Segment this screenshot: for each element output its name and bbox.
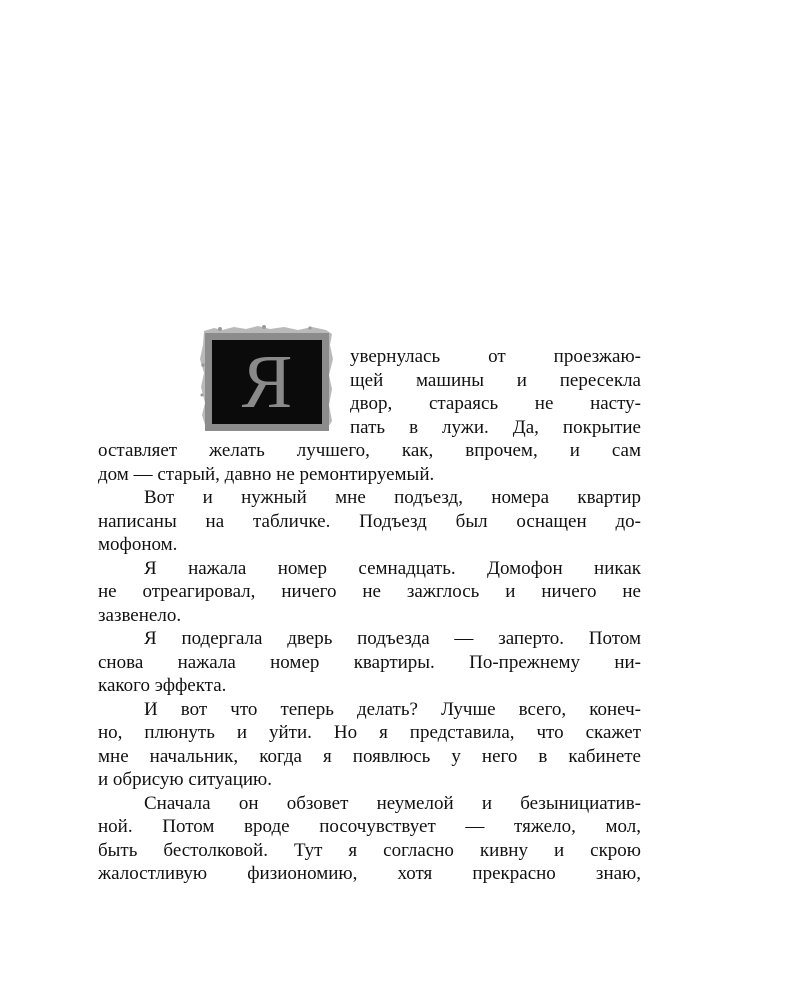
- text-line: написаны на табличке. Подъезд был оснащен до-: [98, 510, 641, 532]
- text-line: зазвенело.: [98, 604, 182, 626]
- text-line: мне начальник, когда я появлюсь у него в кабинете: [98, 745, 641, 767]
- text-line: быть бестолковой. Тут я согласно кивну и скрою: [98, 839, 641, 861]
- text-line: и обрисую ситуацию.: [98, 769, 272, 790]
- text-line: пать в лужи. Да, покрытие: [350, 416, 641, 438]
- text-line: И вот что теперь делать? Лучше всего, конеч-: [144, 698, 641, 720]
- text-line: увернулась от проезжаю-: [350, 346, 641, 367]
- body-text: [98, 345, 641, 886]
- text-line: мофоном.: [98, 534, 178, 555]
- text-line: оставляет желать лучшего, как, впрочем, и сам: [98, 440, 641, 461]
- text-line: снова нажала номер квартиры. По-прежнему ни-: [98, 651, 641, 673]
- text-line: не отреагировал, ничего не зажглось и ничего не: [98, 581, 641, 602]
- text-line: жалостливую физиономию, хотя прекрасно знаю,: [98, 863, 641, 884]
- text-line: двор, стараясь не насту-: [350, 393, 641, 414]
- text-line: Вот и нужный мне подъезд, номера квартир: [144, 487, 641, 508]
- text-line: Сначала он обзовет неумелой и безынициатив-: [144, 792, 641, 814]
- drop-cap-letter: Я: [241, 340, 293, 424]
- text-line: дом — старый, давно не ремонтируемый.: [98, 463, 435, 485]
- text-line: Я нажала номер семнадцать. Домофон никак: [144, 557, 641, 579]
- text-line: какого эффекта.: [98, 675, 227, 696]
- text-line: ной. Потом вроде посочувствует — тяжело, мол,: [98, 816, 641, 837]
- text-line: Я подергала дверь подъезда — заперто. Потом: [144, 628, 641, 649]
- text-line: щей машины и пересекла: [350, 369, 641, 391]
- text-line: но, плюнуть и уйти. Но я представила, что скажет: [98, 722, 641, 743]
